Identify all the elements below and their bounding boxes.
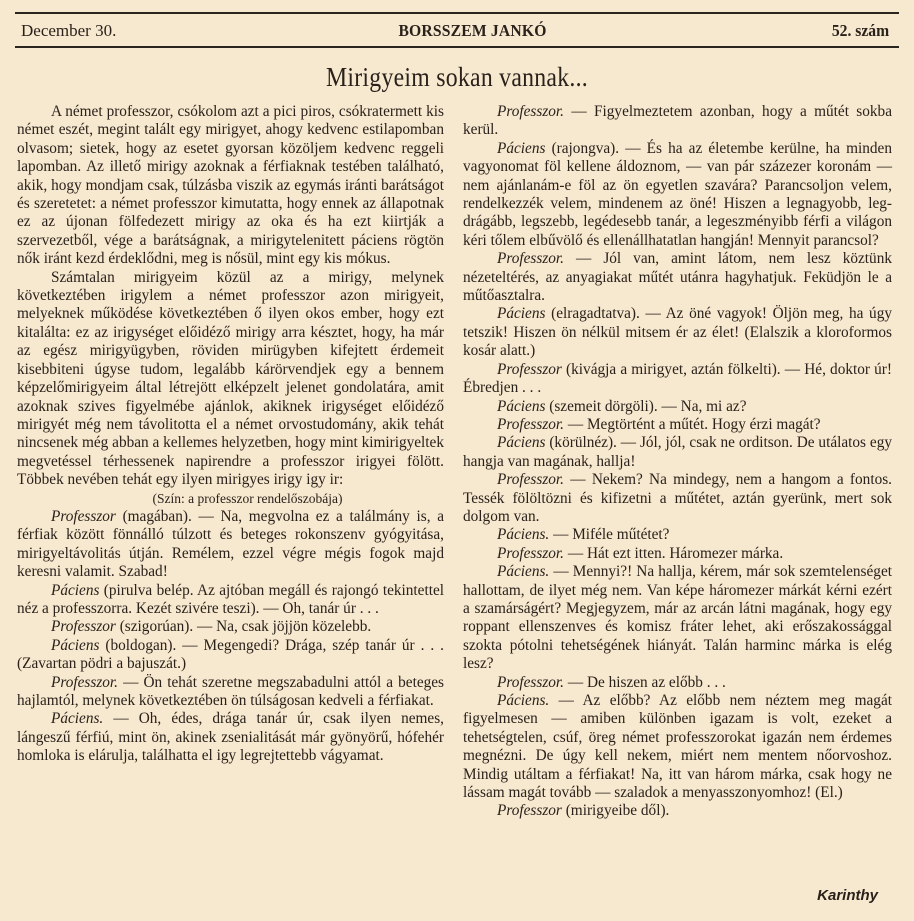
- header-bottom-rule: [15, 46, 899, 48]
- paragraph-text: (pirulva belép. Az ajtóban megáll és rajongó tekintettel néz a professzorra. Kezét szivére teszi). — Oh, tanár úr . . .: [17, 581, 444, 617]
- dialogue-paragraph: [463, 674, 892, 692]
- dialogue-paragraph: [463, 563, 892, 673]
- dialogue-paragraph: [17, 582, 444, 619]
- speaker-name: Professzor.: [497, 471, 565, 489]
- paragraph-text: — Megtörtént a műtét. Hogy érzi magát?: [564, 415, 821, 433]
- dialogue-paragraph: [463, 305, 892, 360]
- speaker-name: Professzor: [51, 507, 116, 525]
- header-top-rule: [15, 12, 899, 14]
- dialogue-paragraph: [463, 471, 892, 526]
- paragraph-text: Számtalan mirigyeim közül az a mirigy, melynek következtében irigylem a német professzor azon mirigyeit, melyeknek működése következtében ő ilyen okos ember, hogy ezt kitalálta: ez az irigységet előidéző mirigy arra késztet, hogy, ha már az egész mirigyügyben, röviden mirügyben kifejtett érdemeit kisebbiteni úgyse tudom, legalább kárörvendjek egy a bennem képzelőmirigyeim által létrejött elképzelt jelenet gondolatára, amit azoknak szives figyelmébe ajánlok, akiknek irigységet előidéző mirigyét még nem távolitotta el a német orvostudomány, akik tehát nincsenek még abban a kellemes helyzetben, hogy mint kimirigyeltek megvetéssel térhessenek napirendre a professzor irigyei fölött. Többek nevében tehát egy ilyen mirigyes irigy igy ir:: [17, 268, 444, 489]
- paragraph-text: — Oh, édes, drága tanár úr, csak ilyen nemes, lángeszű férfiú, mint ön, akinek zsenialitását már gyönyörű, hófehér homloka is elárulja, találhatta el igy legrejtettebb vágyamat.: [17, 710, 444, 765]
- issue-date: December 30.: [21, 21, 117, 40]
- dialogue-paragraph: [17, 710, 444, 765]
- dialogue-paragraph: [463, 416, 892, 434]
- speaker-name: Páciens: [497, 434, 546, 452]
- dialogue-paragraph: [463, 398, 892, 416]
- speaker-name: Professzor.: [497, 103, 565, 120]
- paragraph-text: (körülnéz). — Jól, jól, csak ne orditson. De utálatos egy hangja van magának, hallja!: [463, 434, 892, 470]
- author-signature: Karinthy: [817, 887, 878, 904]
- dialogue-paragraph: [17, 508, 444, 582]
- left-column: [17, 103, 444, 766]
- speaker-name: Professzor: [51, 618, 116, 636]
- stage-direction: (Szín: a professzor rendelőszobája): [152, 490, 343, 506]
- dialogue-paragraph: [463, 250, 892, 305]
- paragraph-text: — Figyelmeztetem azonban, hogy a műtét sokba kerül.: [463, 103, 892, 139]
- paragraph-text: (szemeit dörgöli). — Na, mi az?: [545, 397, 747, 415]
- paragraph-text: A német professzor, csókolom azt a pici piros, csókratermett kis német eszét, megint talált egy mirigyet, ahogy kedvenc estilapomban olvasom; sietek, hogy az esetet gyorsan közöljem kedvenc reggeli lapomban. Az illető mirigy azoknak a férfiaknak testében található, akik, hogy mondjam csak, túlzásba viszik az egymás iránti barátságot és szeretetet: a német professzor kimutatta, hogy ennek az állapotnak ez az újonan fölfedezett mirigy az oka és ha ezt kiirtják a szervezetből, vége a barátságnak, a mirigytelenitett páciens rögtön nők iránt kezd érdeklődni, meg is nősül, mint egy kis mókus.: [17, 103, 444, 268]
- speaker-name: Professzor: [497, 802, 562, 820]
- prose-paragraph: [17, 103, 444, 269]
- dialogue-paragraph: [463, 545, 892, 563]
- dialogue-paragraph: [17, 618, 444, 636]
- speaker-name: Professzor.: [497, 544, 565, 562]
- masthead: BORSSZEM JANKÓ: [398, 21, 547, 40]
- speaker-name: Professzor: [497, 360, 562, 378]
- paragraph-text: — Mennyi?! Na hallja, kérem, már sok szemtelenséget hallottam, de ilyet még nem. Van képe háromezer márkát kérni ezért a szamárságért? Megjegyzem, már az arcán látni magának, hogy egy roppant ellenszenves és komisz fráter lehet, aki erőszakossággal szokta pótolni tehetségének hiányát. Talán harminc márka is elég lesz?: [463, 563, 892, 673]
- speaker-name: Páciens.: [497, 563, 550, 581]
- paragraph-text: — Nekem? Na mindegy, nem a hangom a fontos. Tessék fölöltözni és kifizetni a műtétet, aztán gyerünk, mert sok dolgom van.: [463, 471, 892, 525]
- speaker-name: Páciens: [51, 581, 100, 599]
- paragraph-text: (elragadtatva). — Az öné vagyok! Öljön meg, ha úgy tetszik! Hiszen ön nélkül mitsem ér az élet! (Elalszik a kloroformos kosár alatt.): [463, 305, 892, 360]
- article-title: Mirigyeim sokan vannak...: [326, 62, 588, 92]
- dialogue-paragraph: [17, 674, 444, 711]
- dialogue-paragraph: [463, 802, 892, 820]
- dialogue-paragraph: [463, 526, 892, 544]
- paragraph-text: (mirigyeibe dől).: [561, 802, 670, 820]
- speaker-name: Páciens.: [497, 692, 550, 709]
- dialogue-paragraph: [463, 434, 892, 471]
- speaker-name: Páciens.: [51, 710, 104, 728]
- paragraph-text: (szigorúan). — Na, csak jöjjön közelebb.: [115, 618, 372, 636]
- paragraph-text: (boldogan). — Megengedi? Drága, szép tanár úr . . . (Zavartan pödri a bajuszát.): [17, 636, 444, 673]
- prose-paragraph: [17, 269, 444, 490]
- speaker-name: Professzor.: [497, 415, 565, 433]
- paragraph-text: — Hát ezt itten. Háromezer márka.: [564, 544, 784, 562]
- paragraph-text: (kivágja a mirigyet, aztán fölkelti). — Hé, doktor úr! Ébredjen . . .: [463, 360, 892, 397]
- paragraph-text: (magában). — Na, megvolna ez a találmány is, a férfiak között fönnálló túlzott és beteges rokonszenv gyógyitása, mirigyeltávolitás útján. Remélem, ezzel végre mégis fogok majd keresni valamit. Szabad!: [17, 507, 444, 581]
- speaker-name: Professzor.: [497, 250, 565, 268]
- speaker-name: Páciens.: [497, 526, 550, 544]
- paragraph-text: — Miféle műtétet?: [549, 526, 670, 544]
- dialogue-paragraph: [463, 692, 892, 802]
- paragraph-text: (rajongva). — És ha az életembe kerülne, ha minden vagyonomat föl kellene áldoznom, — van pár százezer koronám — nem ajánlanám-e föl az ön egyetlen szavára? Parancsoljon velem, rendelkezzék velem, mindenem az öné! Hiszen a legnagyobb, legdrágább, legszebb, legédesebb tanár, a legeszményibb férfi a világon kéri tőlem elbűvölő és ellenállhatatlan hangján! Mennyit parancsol?: [463, 139, 892, 249]
- dialogue-paragraph: [463, 103, 892, 140]
- right-column: [463, 103, 892, 821]
- speaker-name: Professzor.: [497, 673, 565, 691]
- speaker-name: Páciens: [497, 139, 546, 157]
- issue-number: 52. szám: [831, 21, 889, 40]
- speaker-name: Páciens: [497, 397, 546, 415]
- paragraph-text: — Az előbb? Az előbb nem néztem meg magát figyelmesen — amiben különben igazam is volt, ezeket a tehetségtelen, csúf, öreg német professzorokat igazán nem érdemes megnézni. De úgy kell nekem, miért nem mentem nőorvoshoz. Mindig utáltam a férfiakat! Na, itt van három márka, csak hogy ne lássam magát tovább — szaladok a menyasszonyomhoz! (El.): [463, 692, 892, 802]
- paragraph-text: — Ön tehát szeretne megszabadulni attól a beteges hajlamtól, melynek következtében ön túlságosan kedveli a férfiakat.: [17, 673, 444, 709]
- dialogue-paragraph: [463, 140, 892, 250]
- speaker-name: Páciens: [51, 636, 100, 654]
- paragraph-text: — De hiszen az előbb . . .: [564, 673, 726, 691]
- page-header: [15, 17, 899, 45]
- dialogue-paragraph: [17, 637, 444, 674]
- dialogue-paragraph: [463, 361, 892, 398]
- speaker-name: Professzor.: [51, 673, 119, 691]
- paragraph-text: — Jól van, amint látom, nem lesz köztünk nézeteltérés, az anyagiakat műtét utánra hagyhatjuk. Feküdjön le a műtőasztalra.: [463, 250, 892, 305]
- speaker-name: Páciens: [497, 305, 546, 323]
